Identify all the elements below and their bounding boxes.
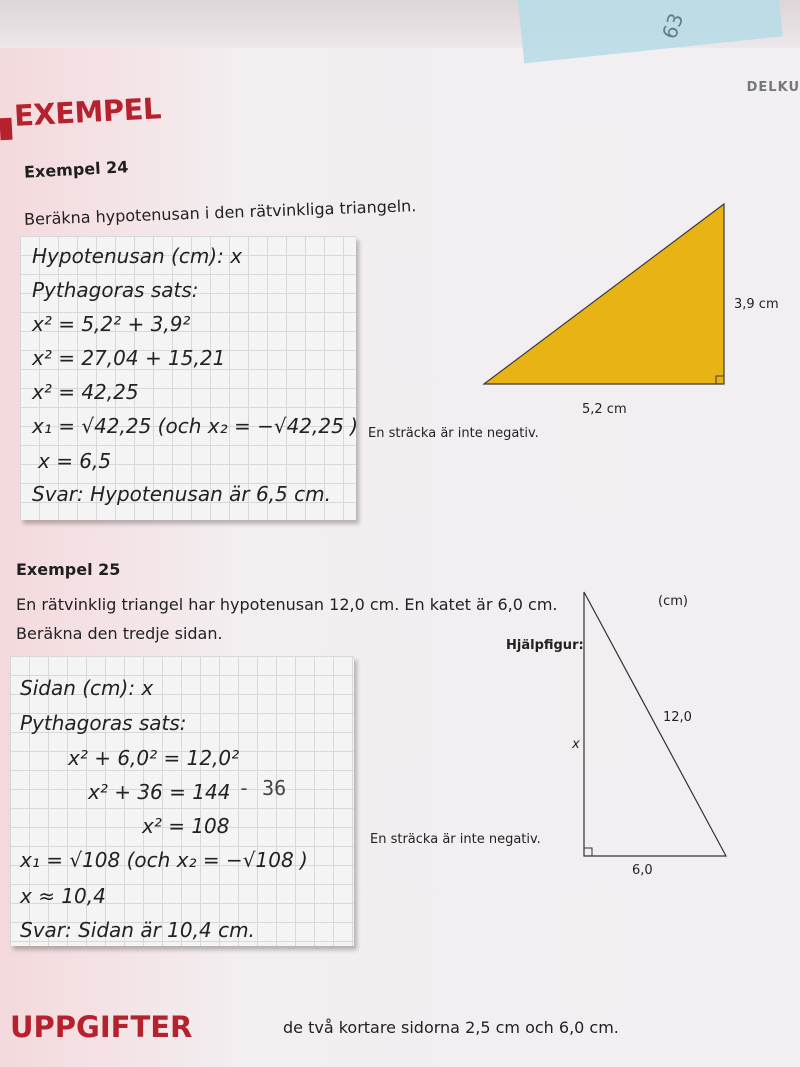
solution-line: x² = 5,2² + 3,9² — [32, 312, 191, 336]
triangle-side-label: 3,9 cm — [734, 297, 779, 312]
example-24-title: Exempel 24 — [23, 157, 129, 182]
base-label: 6,0 — [632, 863, 653, 878]
example-25-note: En sträcka är inte negativ. — [370, 832, 541, 847]
example-25-title: Exempel 25 — [16, 560, 121, 579]
helper-figure-label: Hjälpfigur: — [506, 638, 584, 653]
example-24-solution-box — [20, 236, 356, 520]
solution-line: x₁ = √42,25 (och x₂ = −√42,25 ) — [32, 414, 358, 438]
example-24-question: Beräkna hypotenusan i den rätvinkliga triangeln. — [23, 196, 417, 229]
example-24-triangle — [480, 200, 730, 390]
solution-line: Sidan (cm): x — [20, 676, 154, 700]
triangle-base-label: 5,2 cm — [582, 402, 627, 417]
uppgifter-heading: UPPGIFTER — [10, 1010, 193, 1044]
yellow-right-triangle — [484, 204, 724, 384]
solution-line: x² + 6,0² = 12,0² — [68, 746, 240, 770]
solution-answer: Svar: Hypotenusan är 6,5 cm. — [32, 482, 331, 506]
section-label: DELKU — [746, 80, 800, 95]
example-25-triangle — [580, 590, 730, 860]
solution-answer: Svar: Sidan är 10,4 cm. — [20, 918, 255, 942]
solution-line: x² = 42,25 — [32, 380, 139, 404]
helper-right-triangle — [584, 592, 726, 856]
example-25-question-line1: En rätvinklig triangel har hypotenusan 12,0 cm. En katet är 6,0 cm. — [16, 595, 558, 614]
handwritten-minus-36: - 36 — [238, 776, 287, 800]
task-first-line: de två kortare sidorna 2,5 cm och 6,0 cm. — [283, 1018, 619, 1037]
unit-label: (cm) — [658, 594, 688, 609]
side-x-label: x — [572, 737, 580, 752]
right-angle-mark — [584, 848, 592, 856]
example-24-note: En sträcka är inte negativ. — [368, 426, 539, 441]
example-25-question-line2: Beräkna den tredje sidan. — [16, 624, 223, 643]
solution-line: x = 6,5 — [38, 449, 112, 473]
exempel-heading: EXEMPEL — [13, 91, 162, 133]
solution-line: x² = 108 — [142, 814, 230, 838]
heading-accent-bar — [0, 118, 13, 141]
solution-line: Pythagoras sats: — [32, 278, 199, 302]
solution-line: x² + 36 = 144 — [88, 780, 231, 804]
hypotenuse-label: 12,0 — [663, 710, 692, 725]
ruler-number: 63 — [657, 9, 689, 43]
example-25-solution-box — [10, 656, 354, 946]
solution-line: x₁ = √108 (och x₂ = −√108 ) — [20, 848, 308, 872]
solution-line: Hypotenusan (cm): x — [32, 244, 243, 268]
solution-line: Pythagoras sats: — [20, 711, 187, 735]
ruler — [517, 0, 783, 63]
solution-line: x² = 27,04 + 15,21 — [32, 346, 226, 370]
solution-line: x ≈ 10,4 — [20, 884, 106, 908]
